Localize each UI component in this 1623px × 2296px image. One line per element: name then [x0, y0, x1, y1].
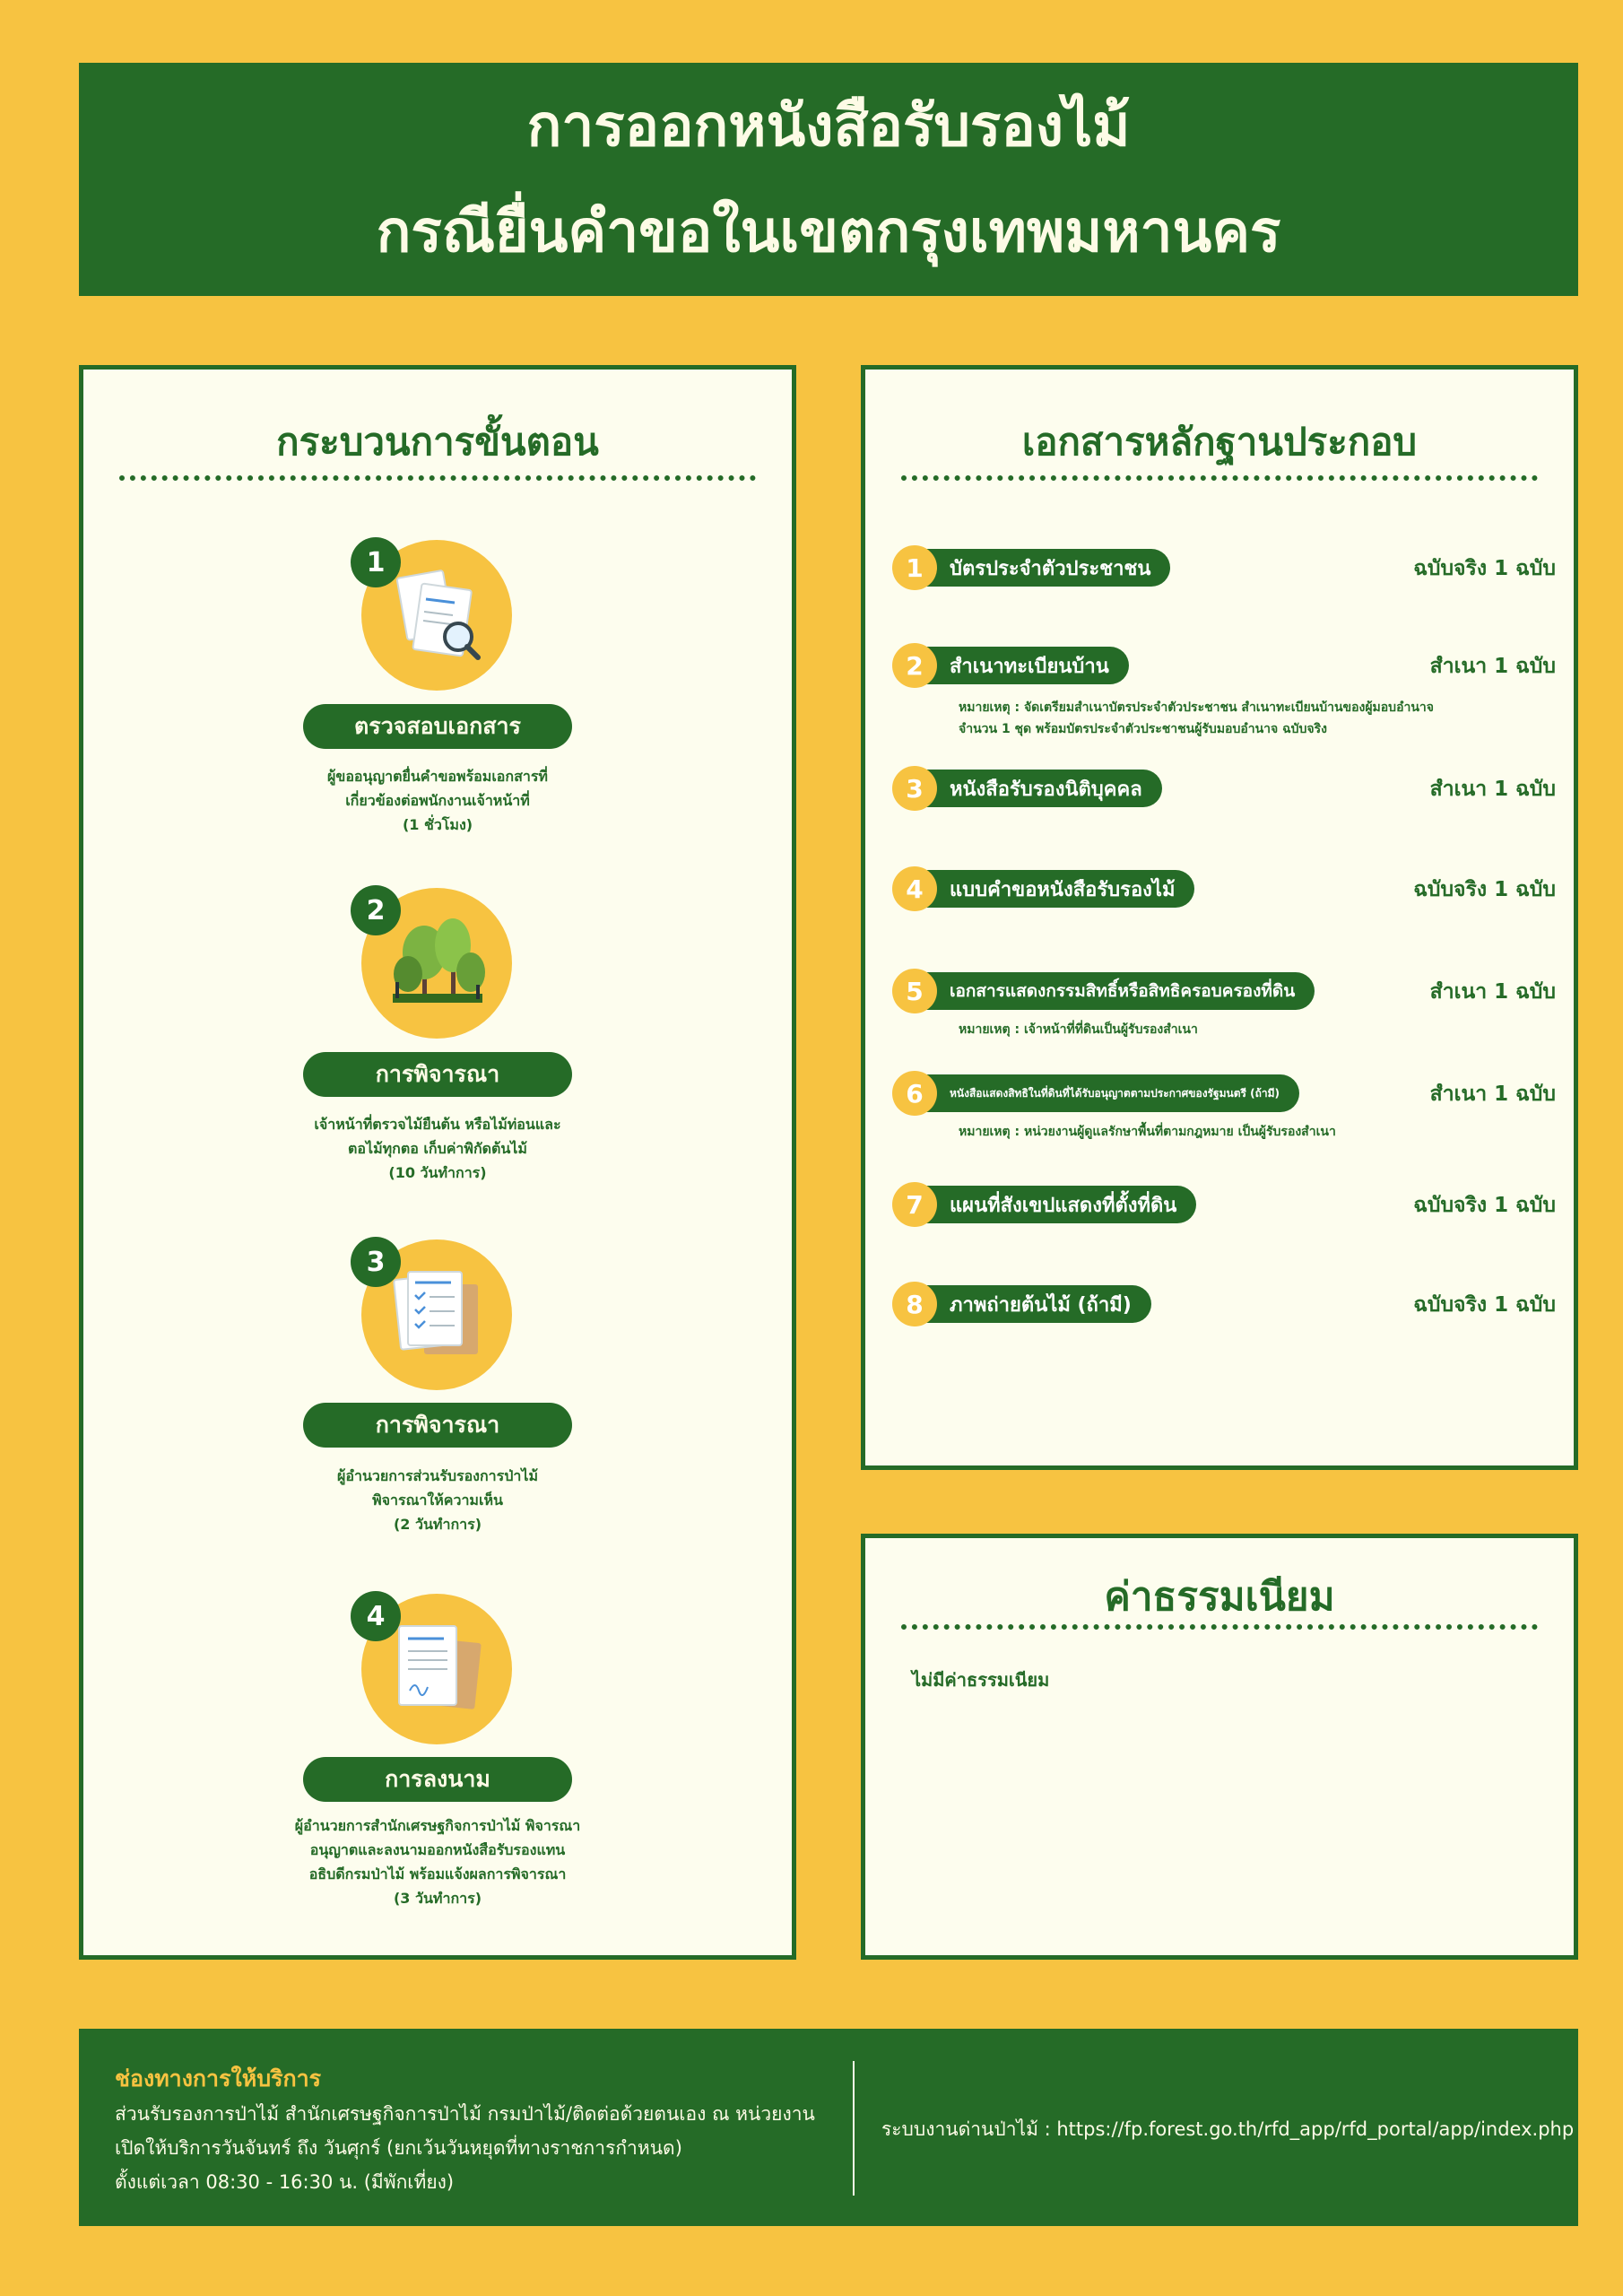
step-1-badge: 1 — [351, 537, 401, 587]
documents-title: เอกสารหลักฐานประกอบ — [1021, 420, 1418, 464]
service-channels-footer — [79, 2029, 1578, 2226]
documents-divider — [901, 475, 1538, 481]
document-label: สำเนาทะเบียนบ้าน — [908, 647, 1129, 684]
fees-panel — [861, 1534, 1578, 1960]
document-copy-count: ฉบับจริง 1 ฉบับ — [1413, 1194, 1556, 1217]
step-2-description: เจ้าหน้าที่ตรวจไม้ยืนต้น หรือไม้ท่อนและ ตอไม้ทุกตอ เก็บค่าพิกัดต้นไม้ (10 วันทำการ) — [314, 1116, 561, 1181]
document-copy-count: สำเนา 1 ฉบับ — [1429, 778, 1556, 801]
footer-line: ส่วนรับรองการป่าไม้ สำนักเศรษฐกิจการป่าไม้ กรมป่าไม้/ติดต่อด้วยตนเอง ณ หน่วยงาน — [115, 2103, 815, 2125]
document-number: 4 — [892, 866, 937, 911]
document-label: หนังสือรับรองนิติบุคคล — [908, 770, 1162, 807]
document-copy-count: สำเนา 1 ฉบับ — [1429, 980, 1556, 1004]
footer-line: เปิดให้บริการวันจันทร์ ถึง วันศุกร์ (ยกเว้นวันหยุดที่ทางราชการกำหนด) — [115, 2137, 682, 2159]
step-1-description: ผู้ขออนุญาตยื่นคำขอพร้อมเอกสารที่ เกี่ยวข้องต่อพนักงานเจ้าหน้าที่ (1 ชั่วโมง) — [327, 768, 548, 833]
document-number: 3 — [892, 766, 937, 811]
document-label: บัตรประจำตัวประชาชน — [908, 549, 1170, 587]
online-service-link[interactable]: ระบบงานด่านป่าไม้ : https://fp.forest.go.th/rfd_app/rfd_portal/app/index.php — [881, 2118, 1575, 2140]
fees-text: ไม่มีค่าธรรมเนียม — [912, 1669, 1050, 1691]
step-1-label: ตรวจสอบเอกสาร — [303, 704, 572, 749]
document-note: หมายเหตุ : หน่วยงานผู้ดูแลรักษาพื้นที่ตามกฎหมาย เป็นผู้รับรองสำเนา — [959, 1125, 1336, 1139]
process-title: กระบวนการขั้นตอน — [276, 420, 599, 464]
step-2-label: การพิจารณา — [303, 1052, 572, 1097]
document-label: แผนที่สังเขปแสดงที่ตั้งที่ดิน — [908, 1186, 1196, 1223]
process-divider — [119, 475, 756, 481]
footer-title: ช่องทางการให้บริการ — [115, 2066, 322, 2092]
footer-contact-info — [115, 2097, 815, 2199]
step-3-badge: 3 — [351, 1237, 401, 1287]
step-4-badge: 4 — [351, 1591, 401, 1641]
step-2-badge: 2 — [351, 885, 401, 935]
footer-divider — [853, 2061, 855, 2196]
document-note: หมายเหตุ : เจ้าหน้าที่ที่ดินเป็นผู้รับรองสำเนา — [959, 1022, 1198, 1037]
document-number: 1 — [892, 545, 937, 590]
step-4-description: ผู้อำนวยการสำนักเศรษฐกิจการป่าไม้ พิจารณา อนุญาตและลงนามออกหนังสือรับรองแทน อธิบดีกรมป่าไม้ พร้อมแจ้งผลการพิจารณา (3 วันทำการ) — [294, 1817, 581, 1907]
page-title-line-2: กรณียื่นคำขอในเขตกรุงเทพมหานคร — [376, 199, 1281, 265]
document-copy-count: ฉบับจริง 1 ฉบับ — [1413, 878, 1556, 901]
document-note: หมายเหตุ : จัดเตรียมสำเนาบัตรประจำตัวประชาชน สำเนาทะเบียนบ้านของผู้มอบอำนาจ จำนวน 1 ชุด พร้อมบัตรประจำตัวประชาชนผู้รับมอบอำนาจ ฉบับจริง — [959, 700, 1434, 736]
document-number: 8 — [892, 1282, 937, 1326]
document-copy-count: สำเนา 1 ฉบับ — [1429, 655, 1556, 678]
step-4-label: การลงนาม — [303, 1757, 572, 1802]
page-title-line-1: การออกหนังสือรับรองไม้ — [526, 93, 1131, 160]
footer-line: ตั้งแต่เวลา 08:30 - 16:30 น. (มีพักเที่ยง) — [115, 2171, 455, 2193]
document-copy-count: สำเนา 1 ฉบับ — [1429, 1083, 1556, 1106]
documents-panel — [861, 365, 1578, 1470]
document-copy-count: ฉบับจริง 1 ฉบับ — [1413, 1293, 1556, 1317]
document-label: เอกสารแสดงกรรมสิทธิ์หรือสิทธิครอบครองที่ดิน — [908, 972, 1315, 1010]
document-copy-count: ฉบับจริง 1 ฉบับ — [1413, 557, 1556, 580]
step-3-label: การพิจารณา — [303, 1403, 572, 1448]
document-label: ภาพถ่ายต้นไม้ (ถ้ามี) — [908, 1285, 1151, 1323]
document-number: 5 — [892, 969, 937, 1013]
document-number: 7 — [892, 1182, 937, 1227]
document-label: หนังสือแสดงสิทธิในที่ดินที่ได้รับอนุญาตตามประกาศของรัฐมนตรี (ถ้ามี) — [908, 1074, 1299, 1112]
document-label: แบบคำขอหนังสือรับรองไม้ — [908, 870, 1194, 908]
fees-title: ค่าธรรมเนียม — [1104, 1574, 1335, 1620]
document-number: 6 — [892, 1071, 937, 1116]
step-3-description: ผู้อำนวยการส่วนรับรองการป่าไม้ พิจารณาให้ความเห็น (2 วันทำการ) — [337, 1467, 538, 1533]
process-panel — [79, 365, 796, 1960]
fees-divider — [901, 1624, 1538, 1630]
page-header — [79, 63, 1578, 296]
document-number: 2 — [892, 643, 937, 688]
